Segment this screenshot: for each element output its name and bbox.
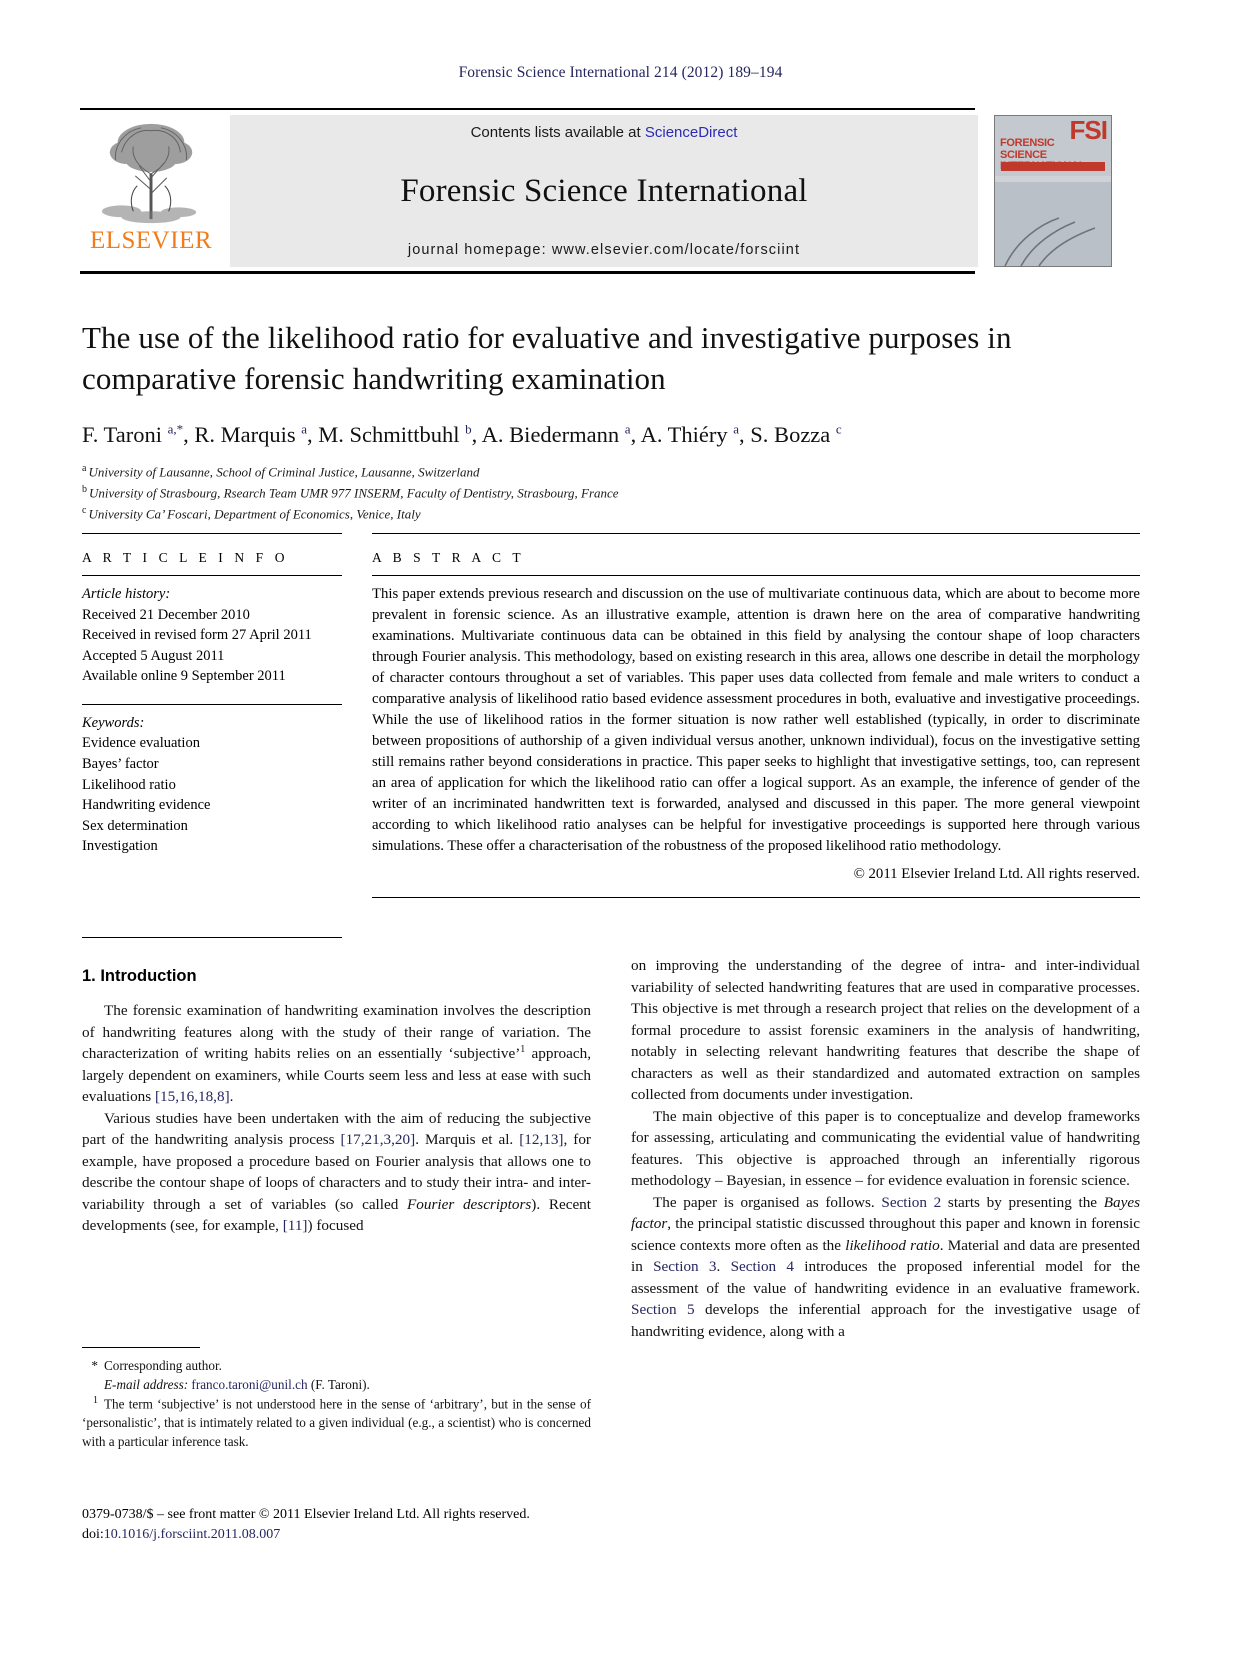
article-info-bottom-rule bbox=[82, 937, 342, 938]
email-suffix: (F. Taroni). bbox=[310, 1377, 370, 1392]
body-column-left bbox=[82, 955, 591, 1450]
section-heading-introduction: 1. Introduction bbox=[82, 967, 197, 985]
author-list: F. Taroni $^{a,*}$, R. Marquis $^a$, M. Schmittbuhl $^b$, A. Biedermann $^a$, A. Thiéry $^a$, S. Bozza $^c$ bbox=[82, 421, 842, 447]
page-title: The use of the likelihood ratio for evaluative and investigative purposes in comparative forensic handwriting examination bbox=[82, 320, 1012, 396]
paragraph: The paper is organised as follows. Section 2 starts by presenting the Bayes factor, the principal statistic discussed throughout this paper and known in forensic science contexts more often as the likelihood ratio. Material and data are presented in Section 3. Section 4 introduces the proposed inferential model for the assessment of the value of handwriting evidence in an evaluative framework. Section 5 develops the inferential approach for the investigative usage of handwriting evidence, along with a bbox=[631, 1193, 1141, 1340]
doi-link[interactable]: 10.1016/j.forsciint.2011.08.007 bbox=[103, 1527, 281, 1543]
affiliation-text: University Ca’ Foscari, Department of Economics, Venice, Italy bbox=[88, 506, 421, 522]
abstract-bottom-rule bbox=[372, 897, 1140, 898]
footnote-mark: * bbox=[91, 1358, 98, 1373]
abstract-column bbox=[372, 533, 1140, 938]
affiliation-mark: b bbox=[82, 484, 87, 496]
footnote-corresponding-author bbox=[82, 1356, 591, 1375]
keyword-item: Evidence evaluation bbox=[82, 735, 200, 752]
front-matter-line: 0379-0738/$ – see front matter © 2011 Elsevier Ireland Ltd. All rights reserved. bbox=[82, 1507, 530, 1522]
journal-title: Forensic Science International bbox=[400, 173, 808, 209]
article-info-heading: A R T I C L E I N F O bbox=[82, 550, 289, 565]
footnote-text: The term ‘subjective’ is not understood here in the sense of ‘arbitrary’, but in the sense of ‘personalistic’, that is intimately related to a given individual (e.g., a scientist) who is concerned with a particular inference task. bbox=[82, 1396, 591, 1450]
affiliation-text: University of Lausanne, School of Criminal Justice, Lausanne, Switzerland bbox=[88, 464, 480, 480]
masthead-bottom-rule bbox=[80, 271, 975, 274]
contents-list-line bbox=[471, 124, 738, 141]
paragraph: Various studies have been undertaken with the aim of reducing the subjective part of the handwriting analysis process [17,21,3,20]. Marquis et al. [12,13], for example, have proposed a procedure based on Fourier analysis that allows one to describe the contour shape of loops of characters and to study their intra- and inter-variability through a set of variables (so called Fourier descriptors). Recent developments (see, for example, [11]) focused bbox=[82, 1109, 591, 1235]
running-head: Forensic Science International 214 (2012) 189–194 bbox=[458, 64, 783, 81]
article-history-label: Article history: bbox=[82, 586, 171, 602]
keywords-rule bbox=[82, 704, 342, 705]
email-link[interactable]: franco.taroni@unil.ch bbox=[191, 1377, 308, 1392]
doi-line bbox=[82, 1525, 642, 1545]
affiliation-mark: a bbox=[82, 463, 87, 475]
masthead-top-rule bbox=[80, 108, 975, 110]
doi-prefix: doi: bbox=[82, 1527, 104, 1543]
footnote-divider bbox=[82, 1347, 200, 1348]
paragraph: on improving the understanding of the degree of intra- and inter-individual variability of selected handwriting features that are used in comparative processes. This objective is met through a research project that relies on the development of a formal procedure to assist forensic examiners in the analysis of handwriting, notably in selecting relevant handwriting features that describe the shape of characters as well as their standardized and automated extraction on samples collected from documents under investigation. bbox=[631, 957, 1140, 1103]
keyword-item: Bayes’ factor bbox=[82, 756, 159, 773]
paragraph: The main objective of this paper is to conceptualize and develop frameworks for assessing, articulating and communicating the evidential value of handwriting features. This objective is approached through an inferentially rigorous methodology – Bayesian, in essence – for evidence evaluation in forensic science. bbox=[631, 1107, 1140, 1189]
masthead-center-panel bbox=[230, 115, 978, 267]
contents-prefix: Contents lists available at bbox=[470, 124, 645, 141]
footnote-text: Corresponding author. bbox=[104, 1358, 222, 1373]
body-column-right bbox=[631, 955, 1140, 1342]
history-item: Accepted 5 August 2011 bbox=[82, 647, 225, 664]
title-block bbox=[82, 318, 1082, 524]
page-footer bbox=[82, 1505, 642, 1546]
affiliation-item bbox=[82, 482, 1082, 503]
abstract-text: This paper extends previous research and discussion on the use of multivariate continuous data, which are about to become more prevalent in forensic science. As an illustrative example, attention is drawn here on the area of comparative handwriting examinations. Multivariate continuous data can be obtained in this field by analysing the contour shape of loop characters through Fourier analysis. This methodology, based on existing research in this area, allows one describe in detail the morphology of character contours throughout a set of variables. This paper uses data collected from female and male writers to conduct a comparative analysis of likelihood ratio based evidence assessment procedures in both, evaluative and investigative proceedings. While the use of likelihood ratios in the former situation is now rather well established (typically, in order to discriminate between propositions of authorship of a given individual versus another, unknown individual), focus on the investigative setting still remains rather beyond considerations in practice. This paper seeks to highlight that investigative settings, too, can represent an area of application for which the likelihood ratio can offer a logical support. As an example, the inference of gender of the writer of an incriminated handwritten text is forwarded, analysed and discussed in this paper. The more general viewpoint according to which likelihood ratio analyses can be helpful for investigative proceedings is supported here through various simulations. These offer a characterisation of the robustness of the proposed likelihood ratio methodology. bbox=[372, 586, 1140, 854]
sciencedirect-link[interactable]: ScienceDirect bbox=[644, 124, 738, 141]
affiliation-text: University of Strasbourg, Rsearch Team UMR 977 INSERM, Faculty of Dentistry, Strasbourg, France bbox=[89, 485, 619, 501]
cover-fsi-logo: FSI bbox=[1069, 115, 1107, 145]
affiliation-item bbox=[82, 461, 1082, 482]
journal-homepage-line[interactable]: journal homepage: www.elsevier.com/locate/forsciint bbox=[407, 242, 801, 258]
body-columns bbox=[82, 955, 1141, 1450]
abstract-heading: A B S T R A C T bbox=[372, 550, 525, 565]
footnote-note-1 bbox=[82, 1394, 591, 1451]
cover-title-text: FORENSIC SCIENCE INTERNATIONAL bbox=[1000, 137, 1086, 173]
article-info-column bbox=[82, 533, 372, 938]
article-history-block bbox=[82, 584, 342, 687]
elsevier-tree-icon bbox=[92, 117, 210, 227]
keyword-item: Investigation bbox=[82, 838, 158, 855]
keyword-item: Likelihood ratio bbox=[82, 776, 176, 793]
paragraph: The forensic examination of handwriting examination involves the description of handwriting features along with the study of their range of variation. The characterization of writing habits relies on an essentially ‘subjective’$^1$ approach, largely dependent on examiners, while Courts seem less and less at ease with such evaluations [15,16,18,8]. bbox=[82, 1002, 591, 1106]
history-item: Received in revised form 27 April 2011 bbox=[82, 627, 312, 644]
abstract-copyright: © 2011 Elsevier Ireland Ltd. All rights reserved. bbox=[853, 866, 1140, 882]
elsevier-logo bbox=[80, 115, 222, 267]
keywords-label: Keywords: bbox=[82, 714, 145, 731]
history-item: Received 21 December 2010 bbox=[82, 606, 250, 623]
affiliation-list bbox=[82, 461, 1082, 524]
info-abstract-region bbox=[82, 533, 1140, 938]
journal-cover-thumbnail bbox=[994, 115, 1112, 267]
history-item: Available online 9 September 2011 bbox=[82, 668, 286, 685]
abstract-rule bbox=[372, 575, 1140, 576]
affiliation-mark: c bbox=[82, 505, 87, 517]
journal-masthead bbox=[80, 108, 1161, 274]
keyword-item: Sex determination bbox=[82, 817, 188, 834]
email-label: E-mail address: bbox=[104, 1377, 189, 1392]
keyword-item: Handwriting evidence bbox=[82, 797, 211, 814]
footnote-mark: 1 bbox=[93, 1395, 98, 1406]
footnote-email bbox=[82, 1375, 591, 1394]
article-info-top-rule bbox=[82, 533, 342, 534]
footnote-area bbox=[82, 1347, 591, 1451]
affiliation-item bbox=[82, 503, 1082, 524]
abstract-top-rule bbox=[372, 533, 1140, 534]
elsevier-wordmark: ELSEVIER bbox=[89, 227, 213, 254]
keywords-block bbox=[82, 713, 342, 857]
cover-artwork bbox=[995, 214, 1111, 266]
article-info-rule bbox=[82, 575, 342, 576]
